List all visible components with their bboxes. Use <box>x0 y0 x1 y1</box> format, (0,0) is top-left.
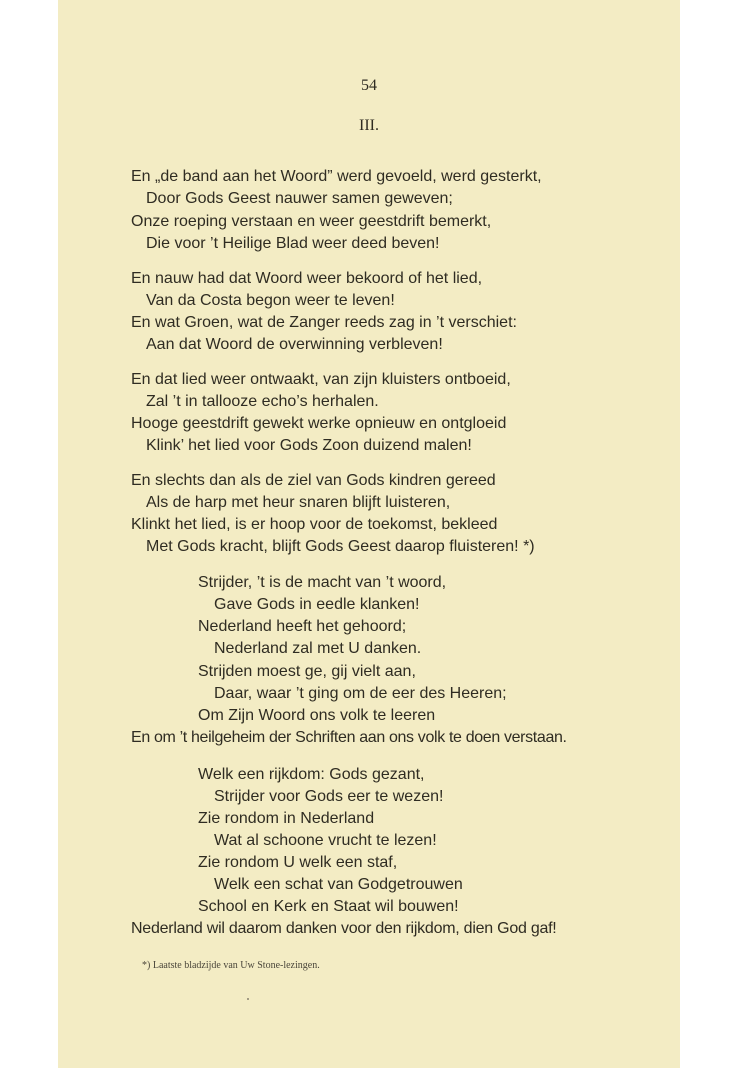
page-number: 54 <box>361 77 377 94</box>
poem-line: Klinkt het lied, is er hoop voor de toekomst, bekleed <box>131 516 498 533</box>
poem-line: En dat lied weer ontwaakt, van zijn kluisters ontboeid, <box>131 371 511 388</box>
poem-line: Die voor ’t Heilige Blad weer deed beven! <box>146 235 440 252</box>
poem-line: Strijden moest ge, gij vielt aan, <box>198 663 416 680</box>
poem-line: En om ’t heilgeheim der Schriften aan ons volk te doen verstaan. <box>131 729 567 746</box>
poem-line: Welk een rijkdom: Gods gezant, <box>198 766 425 783</box>
poem-line: Als de harp met heur snaren blijft luisteren, <box>146 494 451 511</box>
poem-line: Strijder, ’t is de macht van ’t woord, <box>198 574 447 591</box>
poem-line: Klink’ het lied voor Gods Zoon duizend malen! <box>146 437 472 454</box>
poem-line: Nederland zal met U danken. <box>214 640 422 657</box>
poem-line: Daar, waar ’t ging om de eer des Heeren; <box>214 685 507 702</box>
poem-line: Nederland heeft het gehoord; <box>198 618 407 635</box>
poem-line: Gave Gods in eedle klanken! <box>214 596 420 613</box>
poem-line: Zie rondom in Nederland <box>198 810 375 827</box>
paper-speck <box>247 998 249 1000</box>
poem-line: En nauw had dat Woord weer bekoord of het lied, <box>131 270 483 287</box>
poem-line: Hooge geestdrift gewekt werke opnieuw en ontgloeid <box>131 415 507 432</box>
poem-line: Wat al schoone vrucht te lezen! <box>214 832 437 849</box>
poem-line: Om Zijn Woord ons volk te leeren <box>198 707 436 724</box>
poem-line: Welk een schat van Godgetrouwen <box>214 876 463 893</box>
poem-line: Van da Costa begon weer te leven! <box>146 292 395 309</box>
poem-line: Zie rondom U welk een staf, <box>198 854 398 871</box>
poem-line: Onze roeping verstaan en weer geestdrift bemerkt, <box>131 213 492 230</box>
poem-line: Nederland wil daarom danken voor den rijkdom, dien God gaf! <box>131 920 557 937</box>
poem-line: En wat Groen, wat de Zanger reeds zag in ’t verschiet: <box>131 314 517 331</box>
footnote: *) Laatste bladzijde van Uw Stone-lezingen. <box>142 960 320 971</box>
poem-line: Zal ’t in tallooze echo’s herhalen. <box>146 393 379 410</box>
poem-line: School en Kerk en Staat wil bouwen! <box>198 898 459 915</box>
poem-line: En slechts dan als de ziel van Gods kindren gereed <box>131 472 496 489</box>
poem-line: Door Gods Geest nauwer samen geweven; <box>146 190 453 207</box>
poem-line: Strijder voor Gods eer te wezen! <box>214 788 444 805</box>
poem-line: Aan dat Woord de overwinning verbleven! <box>146 336 443 353</box>
section-heading: III. <box>359 117 379 134</box>
poem-line: Met Gods kracht, blijft Gods Geest daarop fluisteren! *) <box>146 538 535 555</box>
poem-line: En „de band aan het Woord” werd gevoeld, werd gesterkt, <box>131 168 542 185</box>
